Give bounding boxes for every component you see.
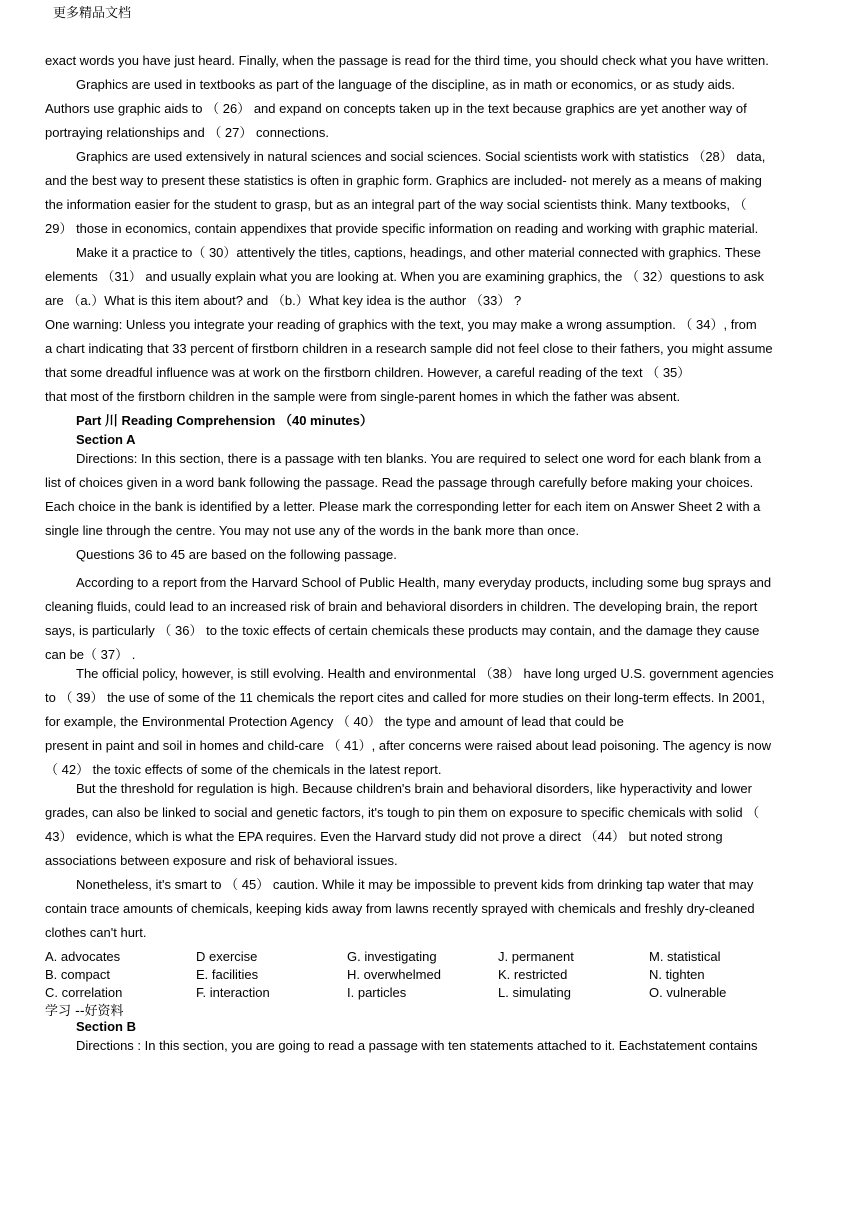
word-bank-item: G. investigating	[347, 949, 437, 964]
text-line: to （ 39） the use of some of the 11 chemicals the report cites and called for more studies on their long-term effects. In 2001,	[45, 690, 765, 705]
page-header: 更多精品文档	[53, 6, 132, 21]
part-heading: Part 川 Reading Comprehension （40 minutes）	[76, 413, 373, 428]
word-bank-item: D exercise	[196, 949, 258, 964]
word-bank-item: A. advocates	[45, 949, 121, 964]
text-line: grades, can also be linked to social and genetic factors, it's tough to pin them on exposure to specific chemicals with solid （	[45, 805, 760, 820]
word-bank-item: O. vulnerable	[649, 985, 727, 1000]
text-line: 43） evidence, which is what the EPA requires. Even the Harvard study did not prove a direct （44） but noted strong	[45, 829, 723, 844]
section-b-heading: Section B	[76, 1019, 136, 1034]
text-line: Questions 36 to 45 are based on the following passage.	[76, 547, 397, 562]
text-line: elements （31） and usually explain what you are looking at. When you are examining graphics, the （ 32）questions to ask	[45, 269, 765, 284]
text-line: a chart indicating that 33 percent of firstborn children in a research sample did not feel close to their fathers, you might assume	[45, 341, 773, 356]
text-line: list of choices given in a word bank following the passage. Read the passage through carefully before making your choices.	[45, 475, 754, 490]
text-line: cleaning fluids, could lead to an increased risk of brain and behavioral disorders in children. The developing brain, the report	[45, 599, 758, 614]
text-line: Nonetheless, it's smart to （ 45） caution. While it may be impossible to prevent kids from drinking tap water that may	[76, 877, 754, 892]
document-body	[45, 53, 810, 1062]
text-line: Graphics are used extensively in natural sciences and social sciences. Social scientists work with statistics （28） data,	[76, 149, 766, 164]
text-line: contain trace amounts of chemicals, keeping kids away from lawns recently sprayed with chemicals and freshly dry-cleaned	[45, 901, 755, 916]
text-line: clothes can't hurt.	[45, 925, 147, 940]
text-line: present in paint and soil in homes and child-care （ 41）, after concerns were raised about lead poisoning. The agency is now	[45, 738, 772, 753]
text-line: that some dreadful influence was at work on the firstborn children. However, a careful reading of the text （ 35）	[45, 365, 691, 380]
word-bank-item: E. facilities	[196, 967, 259, 982]
text-line: 29） those in economics, contain appendixes that provide specific information on reading and working with graphic material.	[45, 221, 759, 236]
text-line: Directions: In this section, there is a passage with ten blanks. You are required to select one word for each blank from a	[76, 451, 762, 466]
word-bank-item: C. correlation	[45, 985, 123, 1000]
word-bank	[45, 949, 810, 1000]
word-bank-item: B. compact	[45, 967, 111, 982]
text-line: says, is particularly （ 36） to the toxic effects of certain chemicals these products may contain, and the damage they cause	[45, 623, 760, 638]
word-bank-item: M. statistical	[649, 949, 721, 964]
text-line: Make it a practice to（ 30）attentively the titles, captions, headings, and other material connected with graphics. These	[76, 245, 761, 260]
text-line: The official policy, however, is still evolving. Health and environmental （38） have long urged U.S. government agencies	[76, 666, 774, 681]
word-bank-item: K. restricted	[498, 967, 568, 982]
text-line: One warning: Unless you integrate your reading of graphics with the text, you may make a wrong assumption. （ 34）, from	[45, 317, 757, 332]
text-line: for example, the Environmental Protection Agency （ 40） the type and amount of lead that could be	[45, 714, 624, 729]
word-bank-item: N. tighten	[649, 967, 705, 982]
text-line: exact words you have just heard. Finally, when the passage is read for the third time, you should check what you have written.	[45, 53, 769, 68]
text-line: associations between exposure and risk of behavioral issues.	[45, 853, 398, 868]
footer-note: 学习 --好资料	[45, 1004, 124, 1019]
text-line: that most of the firstborn children in the sample were from single-parent homes in which the father was absent.	[45, 389, 681, 404]
word-bank-item: F. interaction	[196, 985, 270, 1000]
text-line: Authors use graphic aids to （ 26） and expand on concepts taken up in the text because graphics are yet another way of	[45, 101, 747, 116]
word-bank-item: J. permanent	[498, 949, 574, 964]
word-bank-item: H. overwhelmed	[347, 967, 441, 982]
word-bank-item: I. particles	[347, 985, 407, 1000]
text-line: single line through the centre. You may not use any of the words in the bank more than once.	[45, 523, 580, 538]
text-line: According to a report from the Harvard School of Public Health, many everyday products, including some bug sprays and	[76, 575, 772, 590]
text-line: Graphics are used in textbooks as part of the language of the discipline, as in math or economics, or as study aids.	[76, 77, 736, 92]
text-line: （ 42） the toxic effects of some of the chemicals in the latest report.	[45, 762, 442, 777]
text-line: But the threshold for regulation is high. Because children's brain and behavioral disorders, like hyperactivity and lower	[76, 781, 752, 796]
word-bank-item: L. simulating	[498, 985, 571, 1000]
text-line: are （a.）What is this item about? and （b.）What key idea is the author （33） ?	[45, 293, 522, 308]
section-b-directions: Directions : In this section, you are going to read a passage with ten statements attached to it. Eachstatement contains	[76, 1038, 758, 1053]
text-line: can be（ 37） .	[45, 647, 136, 662]
text-line: and the best way to present these statistics is often in graphic form. Graphics are included- not merely as a means of making	[45, 173, 762, 188]
section-heading: Section A	[76, 432, 136, 447]
text-line: Each choice in the bank is identified by a letter. Please mark the corresponding letter for each item on Answer Sheet 2 with a	[45, 499, 761, 514]
text-line: the information easier for the student to grasp, but as an integral part of the way social scientists think. Many textbooks, （	[45, 197, 747, 212]
text-line: portraying relationships and （ 27） connections.	[45, 125, 329, 140]
